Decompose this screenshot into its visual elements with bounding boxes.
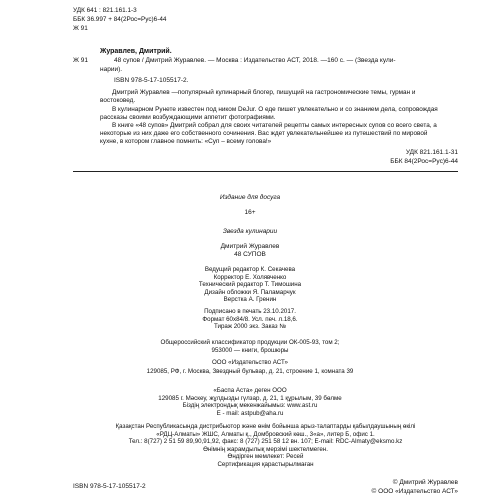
publisher-address: 129085, РФ, г. Москва, Звездный бульвар, д. 21, строение 1, комната 39 <box>146 368 354 375</box>
kz-line: Біздің электрондық мекенжайымыз: www.ast.ru <box>182 402 318 409</box>
kz-line: 129085 г. Мәскеу, жұлдызды гүлзар, д. 21, 1 құрылым, 39 бөлме <box>158 394 342 402</box>
codes-right <box>390 148 458 166</box>
footer-isbn: ISBN 978-5-17-105517-2 <box>73 483 146 490</box>
annotation-p2: В кулинарном Рунете известен под ником DeJur. О еде пишет увлекательно и со знанием дела, сопровождая рассказы своими возбуждающими аппетит фотографиями. <box>100 106 438 121</box>
book-title: 48 СУПОВ <box>234 251 266 258</box>
record-code: Ж 91 <box>73 57 89 64</box>
age-rating: 16+ <box>244 209 256 216</box>
kz-dist-line: Өнімнің жарамдылық мерзімі шектелмеген. <box>203 445 328 453</box>
kz-dist-line: Қазақстан Республикасында дистрибьютор және өнім бойынша арыз-талаптарды қабылдаушының өкілі <box>115 423 416 430</box>
annotation-p1: Дмитрий Журавлев —популярный кулинарный блогер, пишущий на гастрономические темы, гурман и востоковед. <box>100 89 416 104</box>
classifier-line: 953000 — книги, брошюры <box>211 346 289 354</box>
kz-dist-line: Тел.: 8(727) 2 51 59 89,90,91,92, факс: 8 (727) 251 58 12 вн. 107; E-mail: RDC-Almaty@eksmo.kz <box>128 438 403 446</box>
record-isbn: ISBN 978-5-17-105517-2. <box>114 77 189 84</box>
print-line: Формат 60х84/8. Усл. печ. л.18,6. <box>202 315 298 323</box>
print-info <box>0 308 500 331</box>
record-title-line: 48 супов / Дмитрий Журавлев. — Москва : Издательство АСТ, 2018. —160 с. — (Звезда кули- <box>114 57 396 64</box>
kz-distributor <box>73 423 458 469</box>
series-name: Звезда кулинарии <box>222 228 278 235</box>
classifier <box>0 339 500 354</box>
kz-line: «Баспа Аста» деген ООО <box>213 387 287 394</box>
publisher-name: ООО «Издательство АСТ» <box>211 359 288 366</box>
bbk-right: ББК 84(2Рос=Рус)6-44 <box>390 158 458 165</box>
classification-codes <box>73 6 166 33</box>
classifier-line: Общероссийский классификатор продукции ОК-005-93, том 2; <box>160 339 340 346</box>
copyright-author: © Дмитрий Журавлев <box>392 479 458 486</box>
author-name: Дмитрий Журавлев <box>220 243 280 250</box>
author-mark: Ж 91 <box>73 25 88 32</box>
udk-code: УДК 641 : 821.161.1-3 <box>73 7 137 14</box>
kz-dist-line: «РДЦ-Алматы» ЖШС, Алматы қ., Домбровский көш., 3«а», литер Б, офис 1. <box>156 430 375 438</box>
print-line: Тираж 2000 экз. Заказ № <box>214 323 286 330</box>
credits <box>0 266 500 304</box>
annotation-p3: В книге «48 супов» Дмитрий собрал для своих читателей рецепты самых интересных супов со всего света, а некоторые из них даже его собственного сочинения. Вас ждет увлекательнейшее из путешествий по мировой кухне, в котором главное помнить: «Суп – всему голова!» <box>100 122 437 145</box>
divider-top <box>73 171 458 172</box>
credit-line: Технический редактор Т. Тимошина <box>198 281 302 288</box>
credit-line: Корректор Е. Холявченко <box>213 273 287 281</box>
record-author: Журавлев, Дмитрий. <box>100 48 172 55</box>
leisure-label: Издание для досуга <box>219 194 281 201</box>
bbk-code: ББК 36.997 + 84(2Рос=Рус)6-44 <box>73 16 167 23</box>
udk-right: УДК 821.161.1-31 <box>405 149 458 156</box>
copyright <box>372 478 458 496</box>
kz-dist-line: Өндірген мемлекет: Ресей <box>227 453 304 461</box>
credit-line: Ведущий редактор К. Секачева <box>204 266 296 273</box>
kz-dist-line: Сертификация қарастырылмаған <box>217 460 314 468</box>
kz-line: E - mail: astpub@aha.ru <box>216 409 284 417</box>
credit-line: Верстка А. Гренин <box>223 296 277 303</box>
credit-line: Дизайн обложки Я. Паламарчук <box>204 288 296 296</box>
print-line: Подписано в печать 23.10.2017. <box>204 308 296 315</box>
copyright-publisher: © ООО «Издательство АСТ» <box>371 488 458 495</box>
kz-publisher <box>0 387 500 417</box>
record-series-cont: нарии). <box>100 66 123 73</box>
